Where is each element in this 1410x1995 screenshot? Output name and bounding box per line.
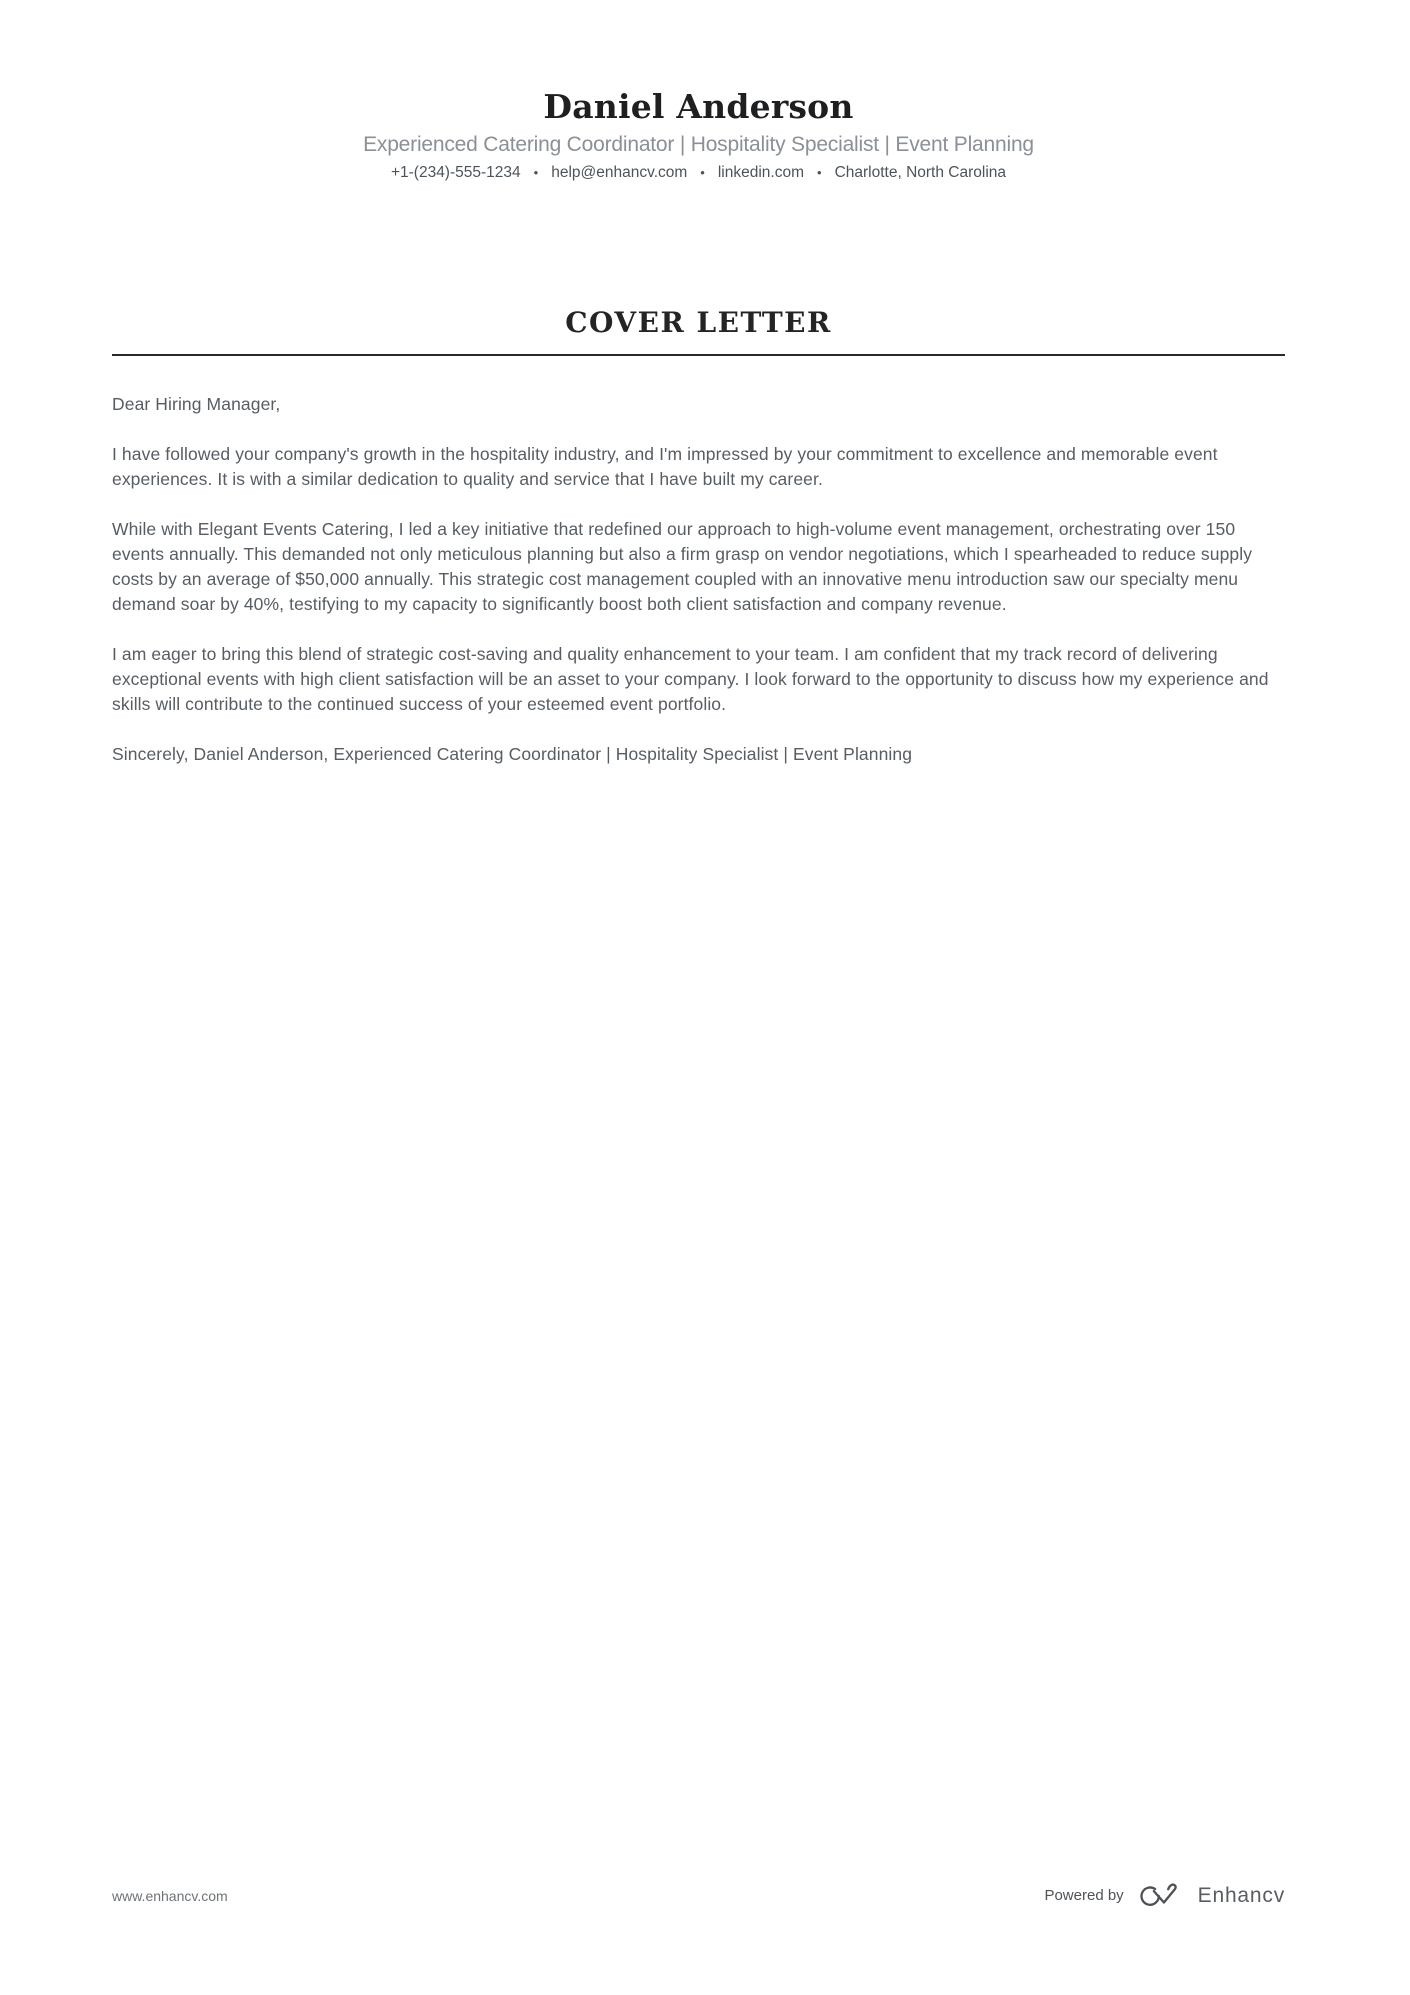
brand-wordmark: Enhancv xyxy=(1197,1883,1285,1907)
letter-body xyxy=(112,392,1285,767)
salutation: Dear Hiring Manager, xyxy=(112,393,281,414)
email-link[interactable]: help@enhancv.com xyxy=(551,163,688,181)
section-title: COVER LETTER xyxy=(565,305,832,339)
phone-text: +1-(234)-555-1234 xyxy=(390,163,521,181)
enhancv-logo-icon xyxy=(1138,1882,1184,1909)
person-name: Daniel Anderson xyxy=(543,87,854,126)
footer xyxy=(112,1882,1285,1909)
linkedin-link[interactable]: linkedin.com xyxy=(717,163,805,181)
signoff: Sincerely, Daniel Anderson, Experienced Catering Coordinator | Hospitality Specialist | Event Planning xyxy=(112,743,913,764)
footer-website-link[interactable]: www.enhancv.com xyxy=(112,1887,228,1904)
bullet-separator: • xyxy=(533,165,539,181)
powered-by-badge[interactable] xyxy=(1044,1882,1285,1909)
bullet-separator: • xyxy=(700,165,705,181)
letter-paragraph: I have followed your company's growth in the hospitality industry, and I'm impressed by your commitment to excellence and memorable event experiences. It is with a similar dedication to quality and service that I have built my career. xyxy=(112,443,1218,489)
location-text: Charlotte, North Carolina xyxy=(834,163,1007,181)
section-divider xyxy=(112,354,1285,356)
powered-by-label: Powered by xyxy=(1044,1887,1124,1904)
letter-paragraph: I am eager to bring this blend of strategic cost-saving and quality enhancement to your team. I am confident that my track record of delivering exceptional events with high client satisfaction will be an asset to your company. I look forward to the opportunity to discuss how my experience and skills will contribute to the continued success of your esteemed event portfolio. xyxy=(112,643,1269,714)
header xyxy=(112,88,1285,182)
bullet-separator: • xyxy=(817,165,822,181)
contact-row xyxy=(112,164,1285,182)
person-headline: Experienced Catering Coordinator | Hospitality Specialist | Event Planning xyxy=(363,132,1034,156)
letter-paragraph: While with Elegant Events Catering, I led a key initiative that redefined our approach to high-volume event management, orchestrating over 150 events annually. This demanded not only meticulous planning but also a firm grasp on vendor negotiations, which I spearheaded to reduce supply costs by an average of $50,000 annually. This strategic cost management coupled with an innovative menu introduction saw our specialty menu demand soar by 40%, testifying to my capacity to significantly boost both client satisfaction and company revenue. xyxy=(112,518,1253,614)
section-head xyxy=(112,306,1285,356)
